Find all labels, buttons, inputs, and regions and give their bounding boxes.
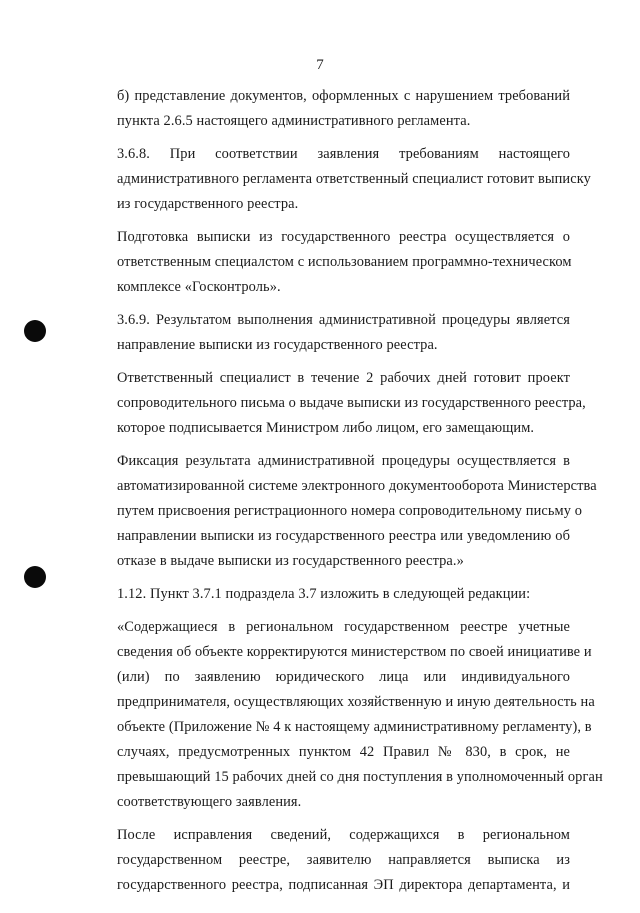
text-line: 3.6.8. При соответствии заявления требованиям настоящего — [117, 146, 570, 162]
paragraph — [117, 582, 570, 607]
punch-hole-bottom — [24, 566, 46, 588]
text-line: (или) по заявлению юридического лица или индивидуального — [117, 669, 570, 685]
text-line: Фиксация результата административной процедуры осуществляется в — [117, 453, 570, 469]
text-line: административного регламента ответственный специалист готовит выписку — [117, 171, 591, 187]
text-line: «Содержащиеся в региональном государственном реестре учетные — [117, 619, 570, 635]
text-line: Ответственный специалист в течение 2 рабочих дней готовит проект — [117, 370, 570, 386]
text-line: 3.6.9. Результатом выполнения административной процедуры является — [117, 312, 570, 328]
text-line: направление выписки из государственного реестра. — [117, 337, 438, 353]
text-line: случаях, предусмотренных пунктом 42 Правил № 830, в срок, не — [117, 744, 570, 760]
text-line: объекте (Приложение № 4 к настоящему административному регламенту), в — [117, 719, 592, 735]
text-line: б) представление документов, оформленных с нарушением требований — [117, 88, 570, 104]
text-line: автоматизированной системе электронного документооборота Министерства — [117, 478, 597, 494]
paragraph — [117, 615, 603, 815]
paragraph — [117, 142, 591, 217]
paragraph — [117, 449, 597, 574]
text-line: пункта 2.6.5 настоящего административного регламента. — [117, 113, 471, 129]
text-line: из государственного реестра. — [117, 196, 299, 212]
text-line: ответственным специалстом с использованием программно-техническом — [117, 254, 572, 270]
paragraph — [117, 823, 570, 898]
text-line: сопроводительного письма о выдаче выписки из государственного реестра, — [117, 395, 586, 411]
paragraph — [117, 225, 570, 300]
paragraph — [117, 84, 570, 134]
text-line: направлении выписки из государственного реестра или уведомлению об — [117, 528, 570, 544]
text-line: государственном реестре, заявителю направляется выписка из — [117, 852, 570, 868]
text-line: Подготовка выписки из государственного реестра осуществляется о — [117, 229, 570, 245]
page-number: 7 — [316, 57, 324, 73]
text-line: сведения об объекте корректируются министерством по своей инициативе и — [117, 644, 592, 660]
text-line: После исправления сведений, содержащихся в региональном — [117, 827, 570, 843]
text-line: которое подписывается Министром либо лицом, его замещающим. — [117, 420, 535, 436]
text-line: предпринимателя, осуществляющих хозяйственную и иную деятельность на — [117, 694, 595, 710]
text-line: соответствующего заявления. — [117, 794, 302, 810]
text-line: отказе в выдаче выписки из государственного реестра.» — [117, 553, 464, 569]
paragraph — [117, 308, 570, 358]
text-line: комплексе «Госконтроль». — [117, 279, 281, 295]
document-body — [117, 84, 603, 906]
text-line: превышающий 15 рабочих дней со дня поступления в уполномоченный орган — [117, 769, 603, 785]
text-line: государственного реестра, подписанная ЭП директора департамента, и — [117, 877, 570, 893]
text-line: путем присвоения регистрационного номера сопроводительному письму о — [117, 503, 583, 519]
punch-hole-top — [24, 320, 46, 342]
paragraph — [117, 366, 586, 441]
text-line: 1.12. Пункт 3.7.1 подраздела 3.7 изложить в следующей редакции: — [117, 586, 531, 602]
